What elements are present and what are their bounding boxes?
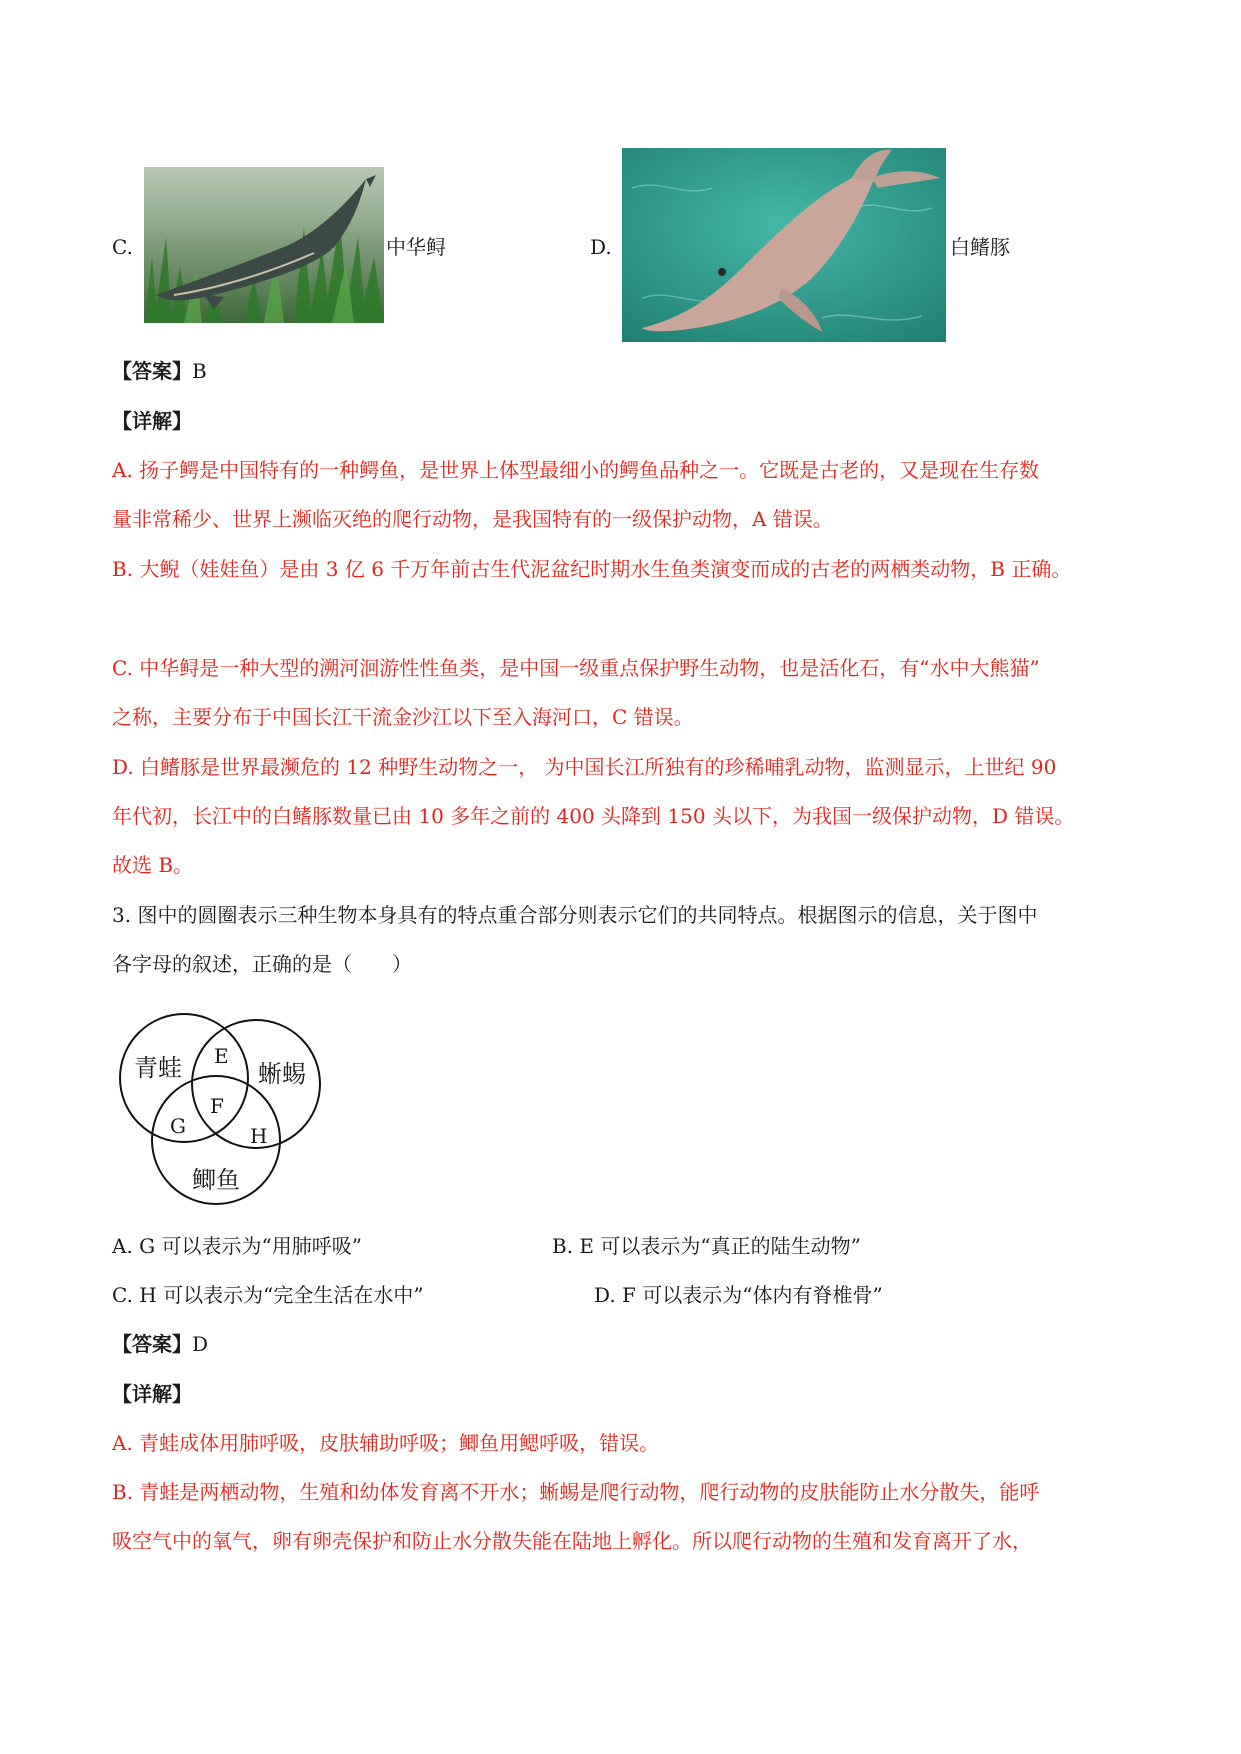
explanation-line: B. 大鲵（娃娃鱼）是由 3 亿 6 千万年前古生代泥盆纪时期水生鱼类演变而成的古老的两栖类动物，B 正确。 bbox=[112, 557, 1072, 581]
detail-label: 【详解】 bbox=[112, 409, 192, 433]
explanation-line: D. 白鳍豚是世界最濒危的 12 种野生动物之一， 为中国长江所独有的珍稀哺乳动物，监测显示，上世纪 90 bbox=[112, 755, 1057, 779]
venn-letter-g: G bbox=[170, 1114, 186, 1138]
answer-line bbox=[112, 1330, 208, 1358]
explanation-line: A. 扬子鳄是中国特有的一种鳄鱼，是世界上体型最细小的鳄鱼品种之一。它既是古老的，又是现在生存数 bbox=[112, 458, 1040, 482]
venn-label-lizard: 蜥蜴 bbox=[258, 1060, 306, 1088]
option-c: C. H 可以表示为“完全生活在水中” bbox=[112, 1283, 424, 1307]
explanation-line: B. 青蛙是两栖动物，生殖和幼体发育离不开水；蜥蜴是爬行动物，爬行动物的皮肤能防止水分散失，能呼 bbox=[112, 1480, 1040, 1504]
explanation-line: 故选 B。 bbox=[112, 853, 194, 877]
explanation-line: 量非常稀少、世界上濒临灭绝的爬行动物，是我国特有的一级保护动物，A 错误。 bbox=[112, 507, 833, 531]
sturgeon-photo bbox=[144, 167, 384, 323]
answer-value: D bbox=[192, 1332, 209, 1356]
baiji-dolphin-photo bbox=[622, 148, 946, 342]
option-d: D. F 可以表示为“体内有脊椎骨” bbox=[594, 1283, 883, 1307]
venn-letter-e: E bbox=[214, 1044, 229, 1068]
explanation-line: 吸空气中的氧气，卵有卵壳保护和防止水分散失能在陆地上孵化。所以爬行动物的生殖和发育离开了水， bbox=[112, 1529, 1032, 1553]
question-stem: 各字母的叙述，正确的是（ ） bbox=[112, 952, 412, 976]
venn-letter-f: F bbox=[210, 1094, 224, 1118]
venn-letter-h: H bbox=[250, 1124, 268, 1148]
option-b: B. E 可以表示为“真正的陆生动物” bbox=[552, 1234, 861, 1258]
option-c-letter: C. bbox=[112, 235, 133, 259]
question-stem: 3. 图中的圆圈表示三种生物本身具有的特点重合部分则表示它们的共同特点。根据图示的信息，关于图中 bbox=[112, 903, 1038, 927]
venn-label-carp: 鲫鱼 bbox=[192, 1166, 240, 1194]
answer-value: B bbox=[192, 359, 207, 383]
venn-label-frog: 青蛙 bbox=[134, 1054, 182, 1082]
explanation-line: 之称，主要分布于中国长江干流金沙江以下至入海河口，C 错误。 bbox=[112, 705, 694, 729]
option-c-caption: 中华鲟 bbox=[386, 235, 446, 259]
explanation-line: A. 青蛙成体用肺呼吸，皮肤辅助呼吸；鲫鱼用鳃呼吸，错误。 bbox=[112, 1431, 660, 1455]
answer-label: 【答案】 bbox=[112, 359, 192, 383]
option-d-letter: D. bbox=[590, 235, 612, 259]
answer-label: 【答案】 bbox=[112, 1332, 192, 1356]
option-a: A. G 可以表示为“用肺呼吸” bbox=[112, 1234, 362, 1258]
option-d-caption: 白鳍豚 bbox=[950, 235, 1010, 259]
venn-diagram bbox=[116, 1010, 322, 1206]
answer-line bbox=[112, 357, 207, 385]
detail-label: 【详解】 bbox=[112, 1382, 192, 1406]
explanation-line: C. 中华鲟是一种大型的溯河洄游性性鱼类，是中国一级重点保护野生动物，也是活化石，有“水中大熊猫” bbox=[112, 656, 1040, 680]
explanation-line: 年代初，长江中的白鳍豚数量已由 10 多年之前的 400 头降到 150 头以下，为我国一级保护动物，D 错误。 bbox=[112, 804, 1075, 828]
